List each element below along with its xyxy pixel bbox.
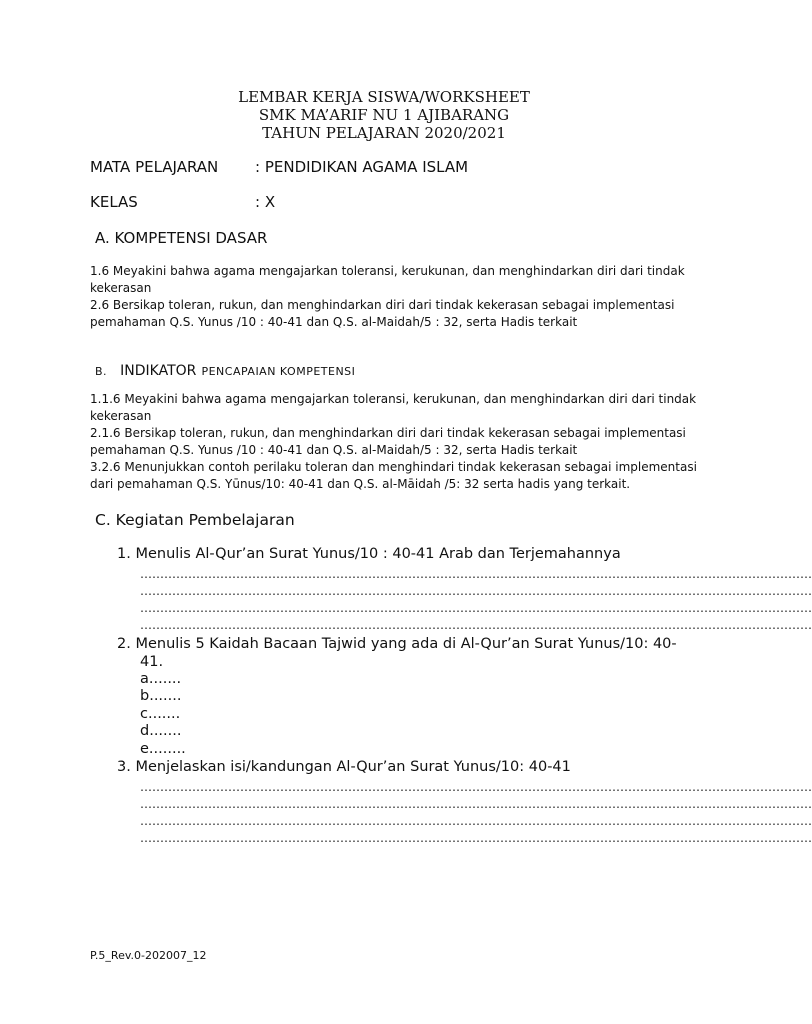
school-year: TAHUN PELAJARAN 2020/2021 [262, 124, 506, 142]
tajwid-answer-b[interactable]: b....... [140, 688, 182, 704]
answer-line[interactable]: …………………………………………………………………………………………………………………………………………………… [140, 567, 812, 581]
tajwid-answer-c[interactable]: c....... [140, 706, 181, 722]
section-b-prefix: B. [95, 365, 108, 378]
answer-line[interactable]: …………………………………………………………………………………………………………………………………………………… [140, 797, 812, 811]
section-b-line: 3.2.6 Menunjukkan contoh perilaku toleran dan menghindari tindak kekerasan sebagai implementasi [90, 460, 697, 474]
section-c-title: C. Kegiatan Pembelajaran [95, 511, 295, 529]
section-a-line: kekerasan [90, 281, 152, 295]
section-b-title-rest: PENCAPAIAN KOMPETENSI [201, 365, 356, 378]
school-name: SMK MA’ARIF NU 1 AJIBARANG [258, 106, 510, 124]
section-b-line: pemahaman Q.S. Yunus /10 : 40-41 dan Q.S. al-Maidah/5 : 32, serta Hadis terkait [90, 443, 578, 457]
answer-line[interactable]: …………………………………………………………………………………………………………………………………………………… [140, 601, 812, 615]
section-b-line: kekerasan [90, 409, 152, 423]
class-label: KELAS [90, 193, 138, 211]
task-3: 3. Menjelaskan isi/kandungan Al-Qur’an Surat Yunus/10: 40-41 [117, 759, 571, 775]
task-1: 1. Menulis Al-Qur’an Surat Yunus/10 : 40-41 Arab dan Terjemahannya [117, 546, 621, 562]
tajwid-answer-e[interactable]: e........ [140, 741, 186, 757]
subject-value: : PENDIDIKAN AGAMA ISLAM [255, 158, 469, 176]
answer-line[interactable]: …………………………………………………………………………………………………………………………………………………… [140, 780, 812, 794]
answer-line[interactable]: …………………………………………………………………………………………………………………………………………………… [140, 814, 812, 828]
answer-line[interactable]: …………………………………………………………………………………………………………………………………………………… [140, 831, 812, 845]
document-code: P.5_Rev.0-202007_12 [90, 949, 207, 962]
section-a-line: pemahaman Q.S. Yunus /10 : 40-41 dan Q.S. al-Maidah/5 : 32, serta Hadis terkait [90, 315, 578, 329]
tajwid-answer-a[interactable]: a....... [140, 671, 182, 687]
section-a-line: 1.6 Meyakini bahwa agama mengajarkan toleransi, kerukunan, dan menghindarkan diri dari tindak [90, 264, 685, 278]
tajwid-answer-d[interactable]: d....... [140, 723, 182, 739]
section-b-title [95, 360, 355, 379]
task-2: 2. Menulis 5 Kaidah Bacaan Tajwid yang ada di Al-Qur’an Surat Yunus/10: 40- [117, 636, 677, 652]
worksheet-title: LEMBAR KERJA SISWA/WORKSHEET [238, 88, 530, 106]
class-value: : X [255, 193, 276, 211]
section-b-title-main: INDIKATOR [120, 363, 197, 379]
section-a-title: A. KOMPETENSI DASAR [95, 229, 268, 247]
section-b-line: dari pemahaman Q.S. Yūnus/10: 40-41 dan Q.S. al-Māidah /5: 32 serta hadis yang terkait. [90, 477, 631, 491]
task-2-continuation: 41. [140, 654, 164, 670]
section-b-line: 2.1.6 Bersikap toleran, rukun, dan menghindarkan diri dari tindak kekerasan sebagai implementasi [90, 426, 686, 440]
answer-line[interactable]: …………………………………………………………………………………………………………………………………………………… [140, 584, 812, 598]
subject-label: MATA PELAJARAN [90, 158, 219, 176]
answer-line[interactable]: …………………………………………………………………………………………………………………………………………………… [140, 618, 812, 632]
section-a-line: 2.6 Bersikap toleran, rukun, dan menghindarkan diri dari tindak kekerasan sebagai implementasi [90, 298, 675, 312]
section-b-line: 1.1.6 Meyakini bahwa agama mengajarkan toleransi, kerukunan, dan menghindarkan diri dari tindak [90, 392, 697, 406]
